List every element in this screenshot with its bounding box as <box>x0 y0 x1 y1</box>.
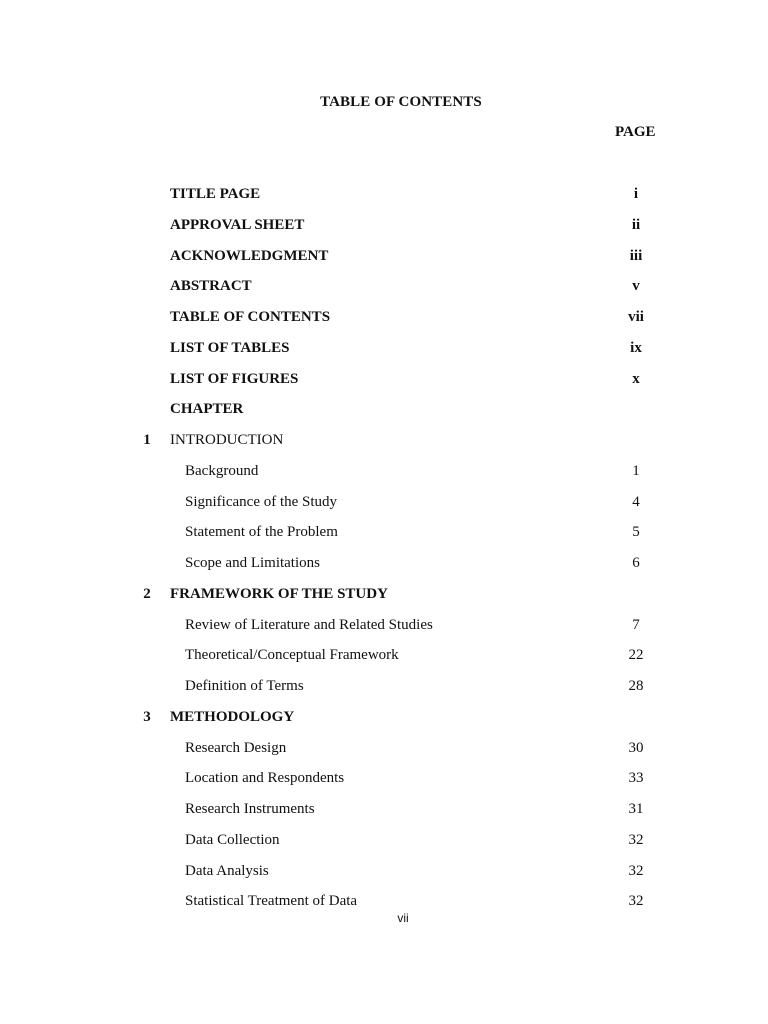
toc-row <box>0 794 768 825</box>
toc-row <box>0 364 768 395</box>
toc-page-number: 7 <box>632 616 640 633</box>
toc-entry-label: Background <box>185 462 259 479</box>
toc-row <box>0 548 768 579</box>
toc-row <box>0 456 768 487</box>
toc-entry-label: ABSTRACT <box>170 278 252 295</box>
toc-page-number: ix <box>630 339 642 356</box>
toc-row <box>0 302 768 333</box>
toc-page-number: 32 <box>628 831 644 848</box>
toc-entry-label: CHAPTER <box>170 401 244 418</box>
toc-row <box>0 394 768 425</box>
toc-page-number: 1 <box>632 462 640 479</box>
toc-page-number: 6 <box>632 555 640 571</box>
toc-entry-label: Review of Literature and Related Studies <box>185 616 433 633</box>
toc-page-number: 31 <box>628 801 644 817</box>
toc-entry-label: Statement of the Problem <box>185 524 338 541</box>
toc-entry-label: Theoretical/Conceptual Framework <box>185 647 399 664</box>
footer-page-number: vii <box>397 911 409 925</box>
toc-entry-label: APPROVAL SHEET <box>170 216 305 233</box>
toc-page-number: 32 <box>628 893 644 910</box>
toc-entry-label: Research Design <box>185 739 287 756</box>
toc-page-number: 32 <box>628 862 644 879</box>
toc-entry-label: ACKNOWLEDGMENT <box>170 247 329 264</box>
toc-row <box>0 425 768 456</box>
toc-row <box>0 179 768 210</box>
chapter-number: 1 <box>143 432 151 448</box>
toc-entry-label: INTRODUCTION <box>170 432 284 448</box>
toc-row <box>0 733 768 764</box>
chapter-number: 3 <box>143 708 151 725</box>
toc-page-number: x <box>632 370 640 387</box>
toc-row <box>0 825 768 856</box>
toc-row <box>0 241 768 272</box>
toc-entry-label: LIST OF TABLES <box>170 339 290 356</box>
toc-row <box>0 671 768 702</box>
toc-row <box>0 763 768 794</box>
toc-row <box>0 702 768 733</box>
toc-entry-label: Scope and Limitations <box>185 555 320 571</box>
toc-entry-label: Data Collection <box>185 831 280 848</box>
toc-row <box>0 487 768 518</box>
page-title: TABLE OF CONTENTS <box>320 94 482 110</box>
toc-row <box>0 640 768 671</box>
toc-entry-label: Location and Respondents <box>185 770 345 787</box>
toc-page-number: 28 <box>628 678 644 694</box>
toc-page-number: 22 <box>628 647 644 664</box>
toc-page-number: 4 <box>632 493 640 510</box>
toc-row <box>0 610 768 641</box>
toc-row <box>0 333 768 364</box>
toc-entry-label: LIST OF FIGURES <box>170 370 299 387</box>
toc-entry-label: METHODOLOGY <box>170 708 295 725</box>
toc-page-number: 5 <box>632 524 640 541</box>
toc-page-number: i <box>633 186 639 202</box>
toc-entry-label: Definition of Terms <box>185 678 304 694</box>
toc-entry-label: Research Instruments <box>185 801 315 817</box>
page-column-heading: PAGE <box>615 124 656 140</box>
toc-page-number: iii <box>629 247 643 264</box>
toc-page-number: vii <box>628 309 644 325</box>
toc-entry-label: Statistical Treatment of Data <box>185 893 358 910</box>
toc-entry-label: TABLE OF CONTENTS <box>170 309 331 325</box>
toc-entry-label: Data Analysis <box>185 862 269 879</box>
toc-row <box>0 271 768 302</box>
toc-entries <box>0 179 768 917</box>
toc-row <box>0 517 768 548</box>
toc-entry-label: TITLE PAGE <box>170 186 261 202</box>
toc-page-number: 30 <box>628 739 644 756</box>
chapter-number: 2 <box>143 585 151 602</box>
toc-entry-label: Significance of the Study <box>185 493 338 510</box>
toc-page-number: ii <box>631 216 641 233</box>
toc-row <box>0 856 768 887</box>
toc-page-number: 33 <box>628 770 644 787</box>
toc-row <box>0 210 768 241</box>
toc-page-number: v <box>632 278 640 295</box>
toc-row <box>0 579 768 610</box>
toc-entry-label: FRAMEWORK OF THE STUDY <box>170 585 388 602</box>
